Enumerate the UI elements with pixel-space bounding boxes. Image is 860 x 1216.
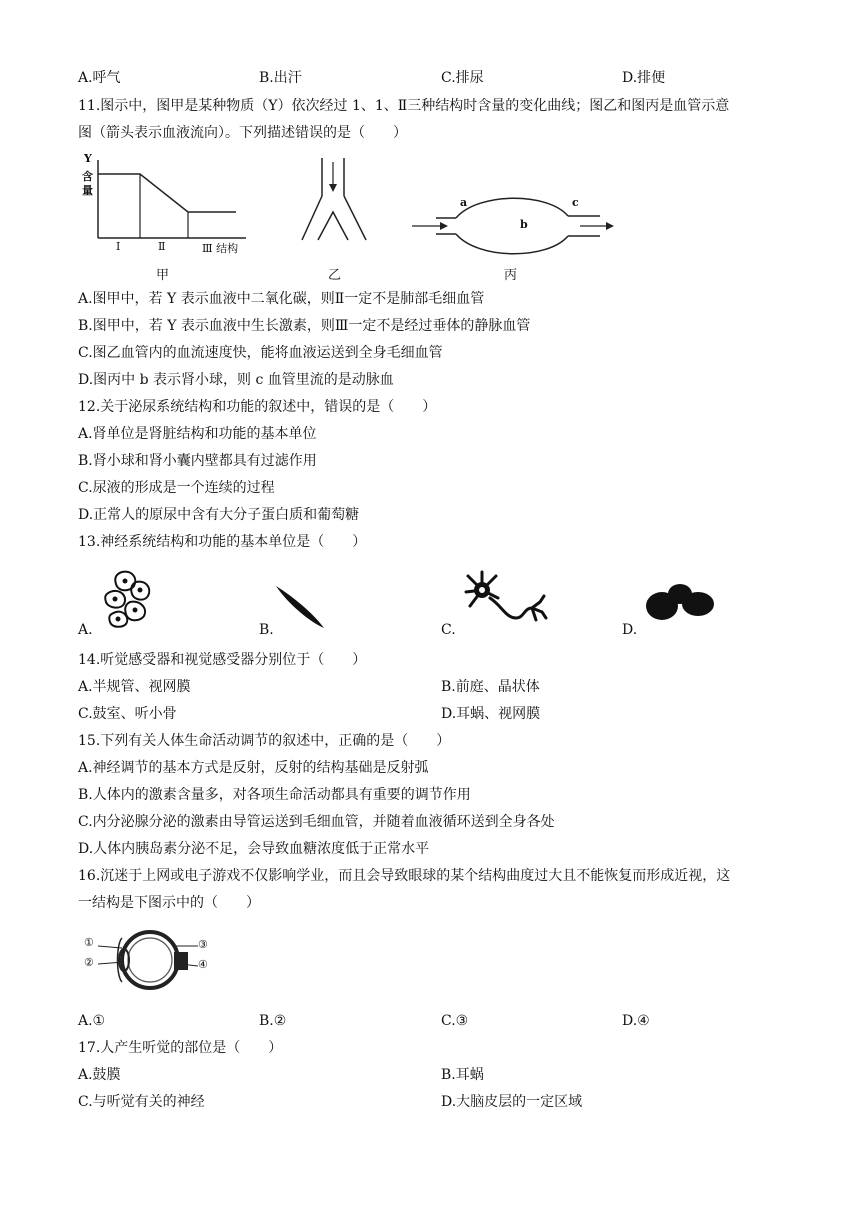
q14-option-b: B.前庭、晶状体 xyxy=(441,679,540,695)
q11-stem-line1: 11.图示中，图甲是某种物质（Y）依次经过 1、1、Ⅱ三种结构时含量的变化曲线；图乙和图丙是血管示意 xyxy=(78,98,730,114)
q10-option-d: D.排便 xyxy=(622,70,666,86)
jia-y-label-han: 含 xyxy=(82,170,93,183)
q11-option-a: A.图甲中，若 Y 表示血液中二氧化碳，则Ⅱ一定不是肺部毛细血管 xyxy=(78,291,485,307)
q10-option-c: C.排尿 xyxy=(441,70,484,86)
q16-option-a: A.① xyxy=(78,1013,106,1029)
q15-option-c: C.内分泌腺分泌的激素由导管运送到毛细血管，并随着血液循环送到全身各处 xyxy=(78,814,555,830)
q15-stem: 15.下列有关人体生命活动调节的叙述中，正确的是（ ） xyxy=(78,733,451,749)
q14-stem: 14.听觉感受器和视觉感受器分别位于（ ） xyxy=(78,652,367,668)
q13-cells-image-a xyxy=(100,566,160,636)
q12-stem: 12.关于泌尿系统结构和功能的叙述中，错误的是（ ） xyxy=(78,399,437,415)
jia-x-label-3: Ⅲ 结构 xyxy=(202,242,239,255)
q16-eyeball-figure xyxy=(84,926,214,994)
q13-neuron-image-c xyxy=(462,568,548,632)
q16-option-d: D.④ xyxy=(622,1013,650,1029)
q12-option-b: B.肾小球和肾小囊内壁都具有过滤作用 xyxy=(78,453,317,469)
jia-x-label-1: Ⅰ xyxy=(116,240,121,253)
figure-yi xyxy=(296,152,376,282)
q16-option-b: B.② xyxy=(259,1013,287,1029)
bing-label-a: a xyxy=(460,196,468,209)
yi-caption: 乙 xyxy=(328,268,342,283)
bing-caption: 丙 xyxy=(504,268,518,283)
q17-option-b: B.耳蜗 xyxy=(441,1067,484,1083)
q17-option-c: C.与听觉有关的神经 xyxy=(78,1094,205,1110)
q13-stem: 13.神经系统结构和功能的基本单位是（ ） xyxy=(78,534,367,550)
figure-bing xyxy=(408,152,618,282)
q15-option-a: A.神经调节的基本方式是反射，反射的结构基础是反射弧 xyxy=(78,760,429,776)
eye-label-1: ① xyxy=(84,936,94,949)
q16-stem-line1: 16.沉迷于上网或电子游戏不仅影响学业，而且会导致眼球的某个结构曲度过大且不能恢复而形成近视，这 xyxy=(78,868,731,884)
bing-label-c: c xyxy=(572,196,579,209)
jia-y-label-liang: 量 xyxy=(82,184,93,197)
q16-stem-line2: 一结构是下图示中的（ ） xyxy=(78,895,260,911)
q11-stem-line2: 图（箭头表示血液流向）。下列描述错误的是（ ） xyxy=(78,125,407,141)
q11-option-c: C.图乙血管内的血流速度快，能将血液运送到全身毛细血管 xyxy=(78,345,443,361)
q13-muscle-cell-image-b xyxy=(270,582,330,636)
jia-caption: 甲 xyxy=(156,268,170,283)
q15-option-b: B.人体内的激素含量多，对各项生命活动都具有重要的调节作用 xyxy=(78,787,471,803)
q13-option-d: D. xyxy=(622,622,638,638)
q12-option-a: A.肾单位是肾脏结构和功能的基本单位 xyxy=(78,426,317,442)
eye-label-3: ③ xyxy=(198,938,208,951)
q14-option-c: C.鼓室、听小骨 xyxy=(78,706,177,722)
q16-option-c: C.③ xyxy=(441,1013,469,1029)
q17-stem: 17.人产生听觉的部位是（ ） xyxy=(78,1040,283,1056)
jia-x-label-2: Ⅱ xyxy=(158,240,166,253)
q15-option-d: D.人体内胰岛素分泌不足，会导致血糖浓度低于正常水平 xyxy=(78,841,430,857)
jia-y-label-y: Y xyxy=(84,152,92,165)
q14-option-a: A.半规管、视网膜 xyxy=(78,679,191,695)
q13-option-b: B. xyxy=(259,622,274,638)
figure-jia xyxy=(78,152,248,282)
q17-option-d: D.大脑皮层的一定区域 xyxy=(441,1094,583,1110)
q13-blood-cells-image-d xyxy=(642,580,718,630)
q14-option-d: D.耳蜗、视网膜 xyxy=(441,706,541,722)
bing-label-b: b xyxy=(520,218,528,231)
q13-option-a: A. xyxy=(78,622,93,638)
eye-label-2: ② xyxy=(84,956,94,969)
q12-option-c: C.尿液的形成是一个连续的过程 xyxy=(78,480,275,496)
q11-option-b: B.图甲中，若 Y 表示血液中生长激素，则Ⅲ一定不是经过垂体的静脉血管 xyxy=(78,318,531,334)
q12-option-d: D.正常人的原尿中含有大分子蛋白质和葡萄糖 xyxy=(78,507,360,523)
q10-option-b: B.出汗 xyxy=(259,70,302,86)
eye-label-4: ④ xyxy=(198,958,208,971)
q11-option-d: D.图丙中 b 表示肾小球，则 c 血管里流的是动脉血 xyxy=(78,372,394,388)
q10-option-a: A.呼气 xyxy=(78,70,121,86)
q13-option-c: C. xyxy=(441,622,456,638)
q17-option-a: A.鼓膜 xyxy=(78,1067,121,1083)
